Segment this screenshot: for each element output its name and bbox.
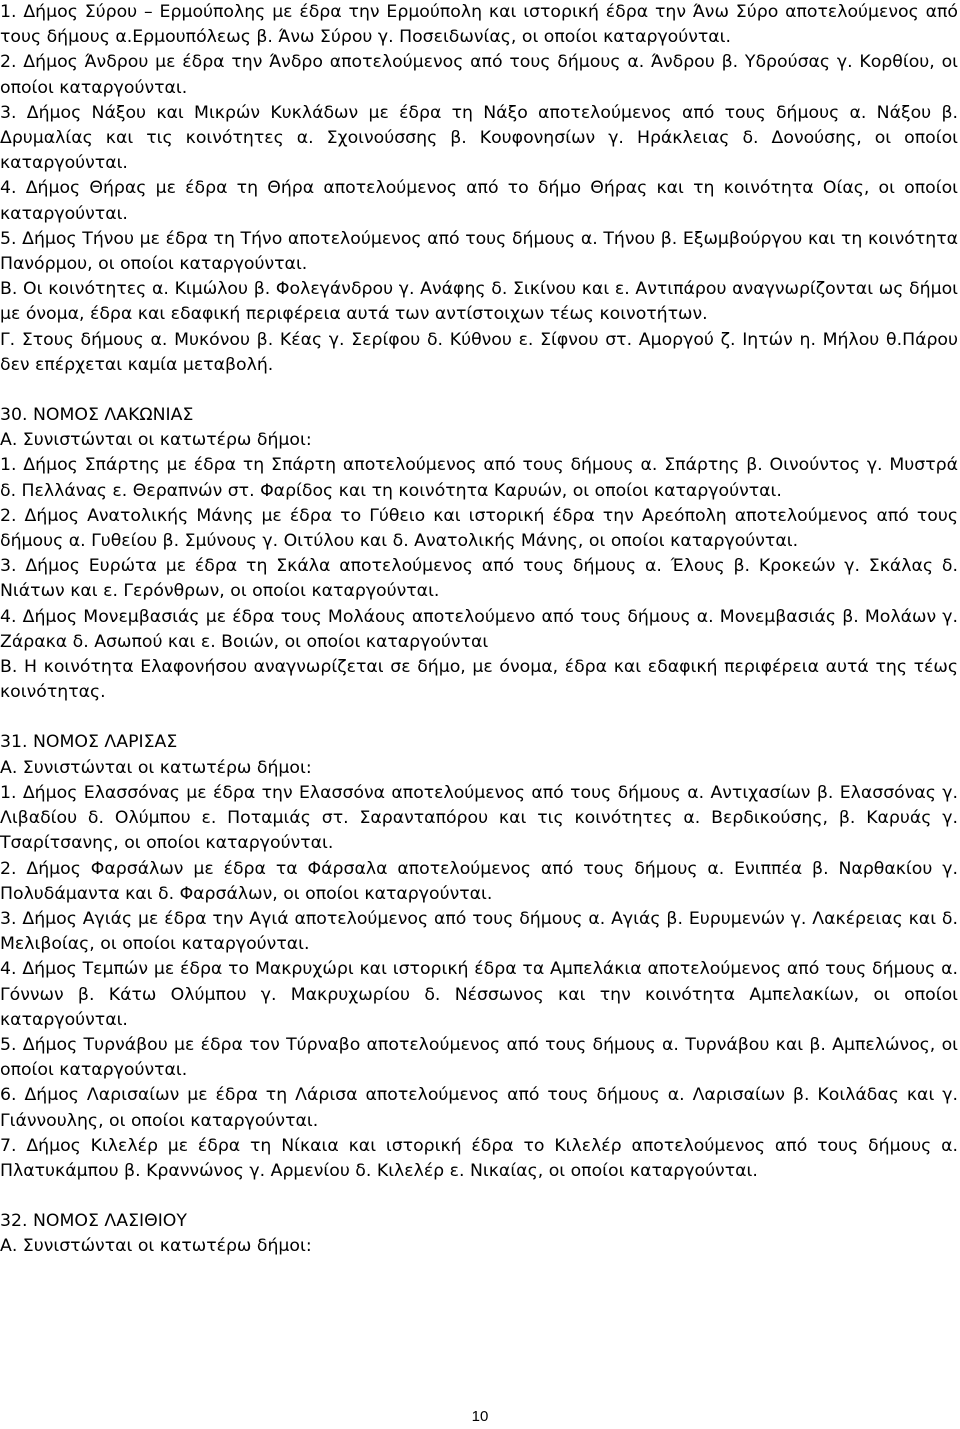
paragraph-monemvasia: 4. Δήμος Μονεμβασιάς με έδρα τους Μολάους αποτελούμενο από τους δήμους α. Μονεμβασιάς β. Μολάων γ. Ζάρακα δ. Ασωπού και ε. Βοιών, οι οποίοι καταργούνται (0, 606, 958, 652)
section-heading-lakonia: 30. ΝΟΜΟΣ ΛΑΚΩΝΙΑΣ (0, 405, 194, 426)
paragraph-elafonisos: Β. Η κοινότητα Ελαφονήσου αναγνωρίζεται σε δήμο, με όνομα, έδρα και εδαφική περιφέρεια αυτά της τέως κοινότητας. (0, 657, 958, 703)
paragraph-naxos: 3. Δήμος Νάξου και Μικρών Κυκλάδων με έδρα τη Νάξο αποτελούμενος από τους δήμους α. Νάξου β. Δρυμαλίας και τις κοινότητες α. Σχοινούσσης β. Κουφονησίων γ. Ηράκλειας δ. Δονούσης, οι οποίοι καταργούνται. (0, 102, 958, 174)
paragraph-farsala: 2. Δήμος Φαρσάλων με έδρα τα Φάρσαλα αποτελούμενος από τους δήμους α. Ενιππέα β. Ναρθακίου γ. Πολυδάμαντα και δ. Φαρσάλων, οι οποίοι καταργούνται. (0, 858, 958, 904)
paragraph-evrotas: 3. Δήμος Ευρώτα με έδρα τη Σκάλα αποτελούμενος από τους δήμους α. Έλους β. Κροκεών γ. Σκάλας δ. Νιάτων και ε. Γερόνθρων, οι οποίοι καταργούνται. (0, 556, 958, 602)
section-heading-larisa: 31. ΝΟΜΟΣ ΛΑΡΙΣΑΣ (0, 732, 178, 753)
paragraph-tyrnavos: 5. Δήμος Τυρνάβου με έδρα τον Τύρναβο αποτελούμενος από τους δήμους α. Τυρνάβου και β. Αμπελώνος, οι οποίοι καταργούνται. (0, 1034, 958, 1081)
section-spacer (0, 378, 958, 403)
paragraph-kyklades-c: Γ. Στους δήμους α. Μυκόνου β. Κέας γ. Σερίφου δ. Κύθνου ε. Σίφνου στ. Αμοργού ζ. Ιητών η. Μήλου θ.Πάρου δεν επέρχεται καμία μεταβολή. (0, 329, 958, 375)
paragraph-andros: 2. Δήμος Άνδρου με έδρα την Άνδρο αποτελούμενος από τους δήμους α. Άνδρου β. Υδρούσας γ. Κορθίου, οι οποίοι καταργούνται. (0, 52, 958, 98)
section-heading-lasithi: 32. ΝΟΜΟΣ ΛΑΣΙΘΙΟΥ (0, 1211, 187, 1232)
paragraph-syros: 1. Δήμος Σύρου – Ερμούπολης με έδρα την Ερμούπολη και ιστορική έδρα την Άνω Σύρο αποτελούμενος από τους δήμους α.Ερμουπόλεως β. Άνω Σύρου γ. Ποσειδωνίας, οι οποίοι καταργούνται. (0, 2, 958, 48)
paragraph-elassona: 1. Δήμος Ελασσόνας με έδρα την Ελασσόνα αποτελούμενος από τους δήμους α. Αντιχασίων β. Ελασσόνας γ. Λιβαδίου δ. Ολύμπου ε. Ποταμιάς στ. Σαρανταπόρου και τις κοινότητες α. Βερδικούσης, β. Καρυάς γ. Τσαρίτσανης, οι οποίοι καταργούνται. (0, 782, 958, 854)
paragraph-agia: 3. Δήμος Αγιάς με έδρα την Αγιά αποτελούμενος από τους δήμους α. Αγιάς β. Ευρυμενών γ. Λακέρειας και δ. Μελιβοίας, οι οποίοι καταργούνται. (0, 908, 958, 955)
subheading-lakonia-a: Α. Συνιστώνται οι κατωτέρω δήμοι: (0, 430, 312, 451)
paragraph-anatoliki-mani: 2. Δήμος Ανατολικής Μάνης με έδρα το Γύθειο και ιστορική έδρα την Αρεόπολη αποτελούμενος από τους δήμους α. Γυθείου β. Σμύνους γ. Οιτύλου και δ. Ανατολικής Μάνης, οι οποίοι καταργούνται. (0, 505, 958, 552)
subheading-lasithi-a: Α. Συνιστώνται οι κατωτέρω δήμοι: (0, 1236, 312, 1257)
paragraph-kileler: 7. Δήμος Κιλελέρ με έδρα τη Νίκαια και ιστορική έδρα το Κιλελέρ αποτελούμενος από τους δήμους α. Πλατυκάμπου β. Κραννώνος γ. Αρμενίου δ. Κιλελέρ ε. Νικαίας, οι οποίοι καταργούνται. (0, 1135, 958, 1181)
section-spacer (0, 705, 958, 730)
page-number: 10 (471, 1408, 489, 1425)
paragraph-tempi: 4. Δήμος Τεμπών με έδρα το Μακρυχώρι και ιστορική έδρα τα Αμπελάκια αποτελούμενος από τους δήμους α. Γόννων β. Κάτω Ολύμπου γ. Μακρυχωρίου δ. Νέσσωνος και την κοινότητα Αμπελακίων, οι οποίοι καταργούνται. (0, 959, 958, 1030)
paragraph-tinos: 5. Δήμος Τήνου με έδρα τη Τήνο αποτελούμενος από τους δήμους α. Τήνου β. Εξωμβούργου και τη κοινότητα Πανόρμου, οι οποίοι καταργούνται. (0, 228, 958, 275)
paragraph-thira: 4. Δήμος Θήρας με έδρα τη Θήρα αποτελούμενος από το δήμο Θήρας και τη κοινότητα Οίας, οι οποίοι καταργούνται. (0, 178, 958, 224)
section-spacer (0, 1184, 958, 1209)
paragraph-sparti: 1. Δήμος Σπάρτης με έδρα τη Σπάρτη αποτελούμενος από τους δήμους α. Σπάρτης β. Οινούντος γ. Μυστρά δ. Πελλάνας ε. Θεραπνών στ. Φαρίδος και τη κοινότητα Καρυών, οι οποίοι καταργούνται. (0, 455, 958, 501)
paragraph-larisaion: 6. Δήμος Λαρισαίων με έδρα τη Λάρισα αποτελούμενος από τους δήμους α. Λαρισαίων β. Κοιλάδας και γ. Γιάννουλης, οι οποίοι καταργούνται. (0, 1085, 958, 1131)
subheading-larisa-a: Α. Συνιστώνται οι κατωτέρω δήμοι: (0, 757, 312, 778)
paragraph-kyklades-b: Β. Οι κοινότητες α. Κιμώλου β. Φολεγάνδρου γ. Ανάφης δ. Σικίνου και ε. Αντιπάρου αναγνωρίζονται ως δήμοι με όνομα, έδρα και εδαφική περιφέρεια αυτά των αντίστοιχων τέως κοινοτήτων. (0, 279, 958, 325)
